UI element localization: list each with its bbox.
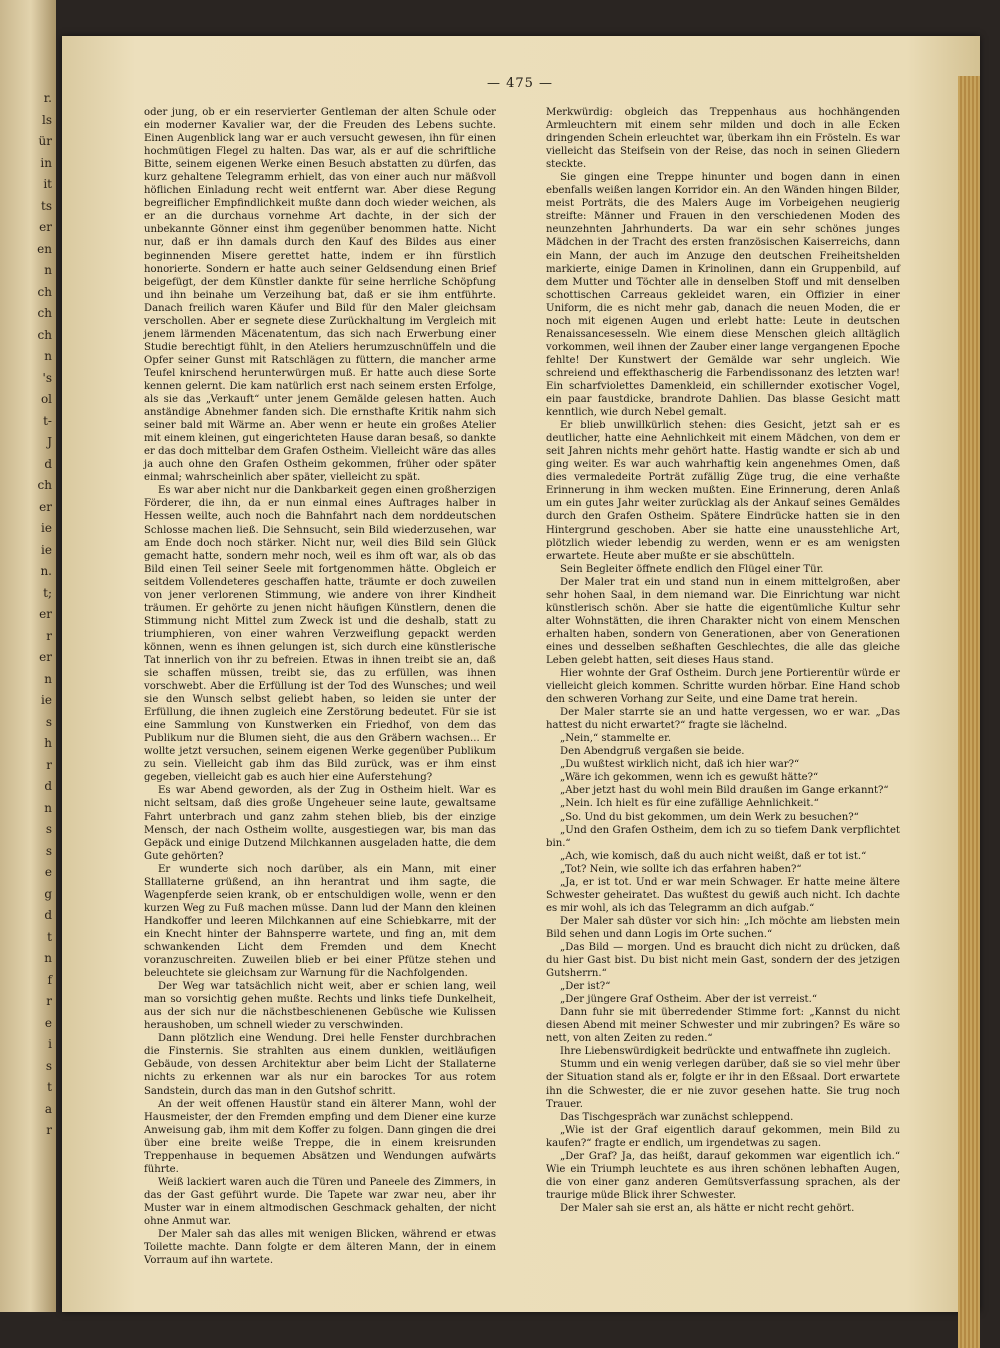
margin-fragment: 's <box>42 370 52 385</box>
margin-fragment: ch <box>37 327 52 342</box>
margin-fragment: h <box>44 736 52 750</box>
paragraph: „Aber jetzt hast du wohl mein Bild draußen im Gange erkannt?“ <box>560 785 889 797</box>
paragraph: „Wäre ich gekommen, wenn ich es gewußt hätte?“ <box>560 772 819 784</box>
paragraph: Er wunderte sich noch darüber, als ein Mann, mit einer Stalllaterne grüßend, an ihn herantrat und ihm sagte, die Wagenpferde seien krank, ob er entschuldigen wolle, wenn er den kurzen Weg zu Fuß machen müsse. Dann lud der Mann den kleinen Handkoffer und leeren Milchkannen auf eine Schiebkarre, mit der ein Knecht hinter der Bahnsperre wartete, und fing an, mit dem schwankenden Licht dem Fremden und dem Knecht voranzuschreiten. Zuweilen blieb er bei einer Pfütze stehen und beleuchtete sie gleichsam zur Warnung für die Nachfolgenden. <box>144 863 496 980</box>
margin-fragment: f <box>47 972 52 987</box>
margin-fragment: s <box>45 1058 52 1073</box>
paragraph: „Du wußtest wirklich nicht, daß ich hier war?“ <box>560 759 800 771</box>
margin-fragment: d <box>44 779 52 793</box>
margin-fragment: ür <box>38 134 52 148</box>
margin-fragment: ch <box>37 284 52 299</box>
paragraph: An der weit offenen Haustür stand ein älterer Mann, wohl der Hausmeister, der den Fremden empfing und dem Diener eine kurze Anweisung gab, ihm mit dem Koffer zu folgen. Dann gingen die drei über eine breite weiße Treppe, die in einem kreisrunden Treppenhause in bequemen Absätzen und Wendungen aufwärts führte. <box>144 1098 496 1175</box>
paragraph: „Nein. Ich hielt es für eine zufällige Aehnlichkeit.“ <box>560 798 819 810</box>
paragraph: Der Maler starrte sie an und hatte vergessen, wo er war. „Das hattest du nicht erwartet?“ fragte sie lächelnd. <box>546 707 900 732</box>
margin-fragment: t <box>47 929 52 944</box>
text-column-right <box>546 106 900 1215</box>
paragraph: „Tot? Nein, wie sollte ich das erfahren haben?“ <box>560 863 802 875</box>
paragraph: Sein Begleiter öffnete endlich den Flügel einer Tür. <box>560 563 824 575</box>
paragraph: Der Maler sah das alles mit wenigen Blicken, während er etwas Toilette machte. Dann folgte er dem älteren Mann, der in einem Vorraum auf ihn wartete. <box>144 1229 496 1267</box>
book-page <box>62 36 980 1312</box>
text-column-left <box>144 106 496 1267</box>
margin-fragment: ie <box>41 521 52 535</box>
margin-fragment: e <box>44 865 52 879</box>
margin-fragment: ls <box>42 112 52 127</box>
paragraph: „Der ist?“ <box>560 981 611 993</box>
page-stack-edge <box>958 76 980 1348</box>
margin-fragment: ch <box>37 478 52 492</box>
margin-fragment: t <box>47 1080 52 1094</box>
facing-page-edge <box>0 0 56 1312</box>
margin-fragment: er <box>39 220 52 234</box>
margin-fragment: er <box>39 499 52 514</box>
paragraph: „Ach, wie komisch, daß du auch nicht weißt, daß er tot ist.“ <box>560 850 867 862</box>
margin-fragment: d <box>44 456 52 471</box>
margin-fragment: J <box>47 435 52 449</box>
margin-fragment: t- <box>43 413 52 428</box>
paragraph: Ihre Liebenswürdigkeit bedrückte und entwaffnete ihn zugleich. <box>560 1046 891 1058</box>
paragraph: „Der jüngere Graf Ostheim. Aber der ist verreist.“ <box>560 994 817 1006</box>
margin-fragment: it <box>43 177 52 191</box>
paragraph: Er blieb unwillkürlich stehen: dies Gesicht, jetzt sah er es deutlicher, hatte eine Aehnlichkeit mit einem Mädchen, von dem er seit Jahren nichts mehr gehört hatte. Hastig wandte er sich ab und ging weiter. Es war auch wahrhaftig kein angenehmes Omen, daß dies vermaledeite Porträt zufällig Züge trug, die eine verhaßte Erinnerung in ihm wecken mußten. Eine Erinnerung, deren Anlaß um ein gutes Jahr weiter zurücklag als der Ankauf seines Gemäldes durch den Grafen Ostheim. Spätere Eindrücke hatten sie in den Hintergrund geschoben. Aber sie hatte eine unausstehliche Art, plötzlich wieder lebendig zu werden, wenn er es am wenigsten erwartete. Heute aber mußte er sie abschütteln. <box>546 420 900 562</box>
margin-fragment: e <box>44 1015 52 1030</box>
margin-fragment: r <box>46 994 52 1008</box>
paragraph: „Ja, er ist tot. Und er war mein Schwager. Er hatte meine ältere Schwester geheiratet. Das wußtest du gewiß auch nicht. Ich dachte es mir wohl, als ich das Telegramm an dich aufgab.“ <box>546 876 900 914</box>
paragraph: Der Maler trat ein und stand nun in einem mittelgroßen, aber sehr hohen Saal, in dem niemand war. Die Einrichtung war nicht künstlerisch schön. Aber sie hatte die eigentümliche Kultur sehr alter Wohnstätten, die ihren Charakter nicht von einem Menschen erhalten haben, sondern von Generationen, aber von Generationen eines und desselben seßhaften Geschlechtes, die alle das gleiche Leben gelebt hatten, seit dieses Haus stand. <box>546 576 900 666</box>
margin-fragment: n <box>44 263 52 277</box>
margin-fragment: n <box>44 349 52 363</box>
margin-fragment: n <box>44 800 52 815</box>
margin-fragment: er <box>39 650 52 664</box>
paragraph: Sie gingen eine Treppe hinunter und bogen dann in einen ebenfalls weißen langen Korridor ein. An den Wänden hingen Bilder, meist Porträts, die des Malers Auge im Vorbeigehen neugierig streifte: Männer und Frauen in den verschiedenen Moden des neunzehnten Jahrhunderts. Da war ein sehr schönes junges Mädchen in der Tracht des ersten französischen Kaiserreichs, dann ein Mann, der auch im Anzuge den deutschen Freiheitshelden markierte, einige Damen in Krinolinen, dann ein Gruppenbild, auf dem Mutter und Töchter alle in denselben Stoff und mit denselben schottischen Carreaus gekleidet waren, ein Offizier in einer Uniform, die es nicht mehr gab, danach die neuen Moden, die er noch mit eigenen Augen und erlebt hatte: Leute in deutschen Renaissancesesseln. Wie einem diese Menschen gleich alltäglich vorkommen, weil ihnen der Zauber einer lange vergangenen Epoche fehlte! Der Kunstwert der Gemälde war sehr ungleich. Wie schreiend und effekthascherig die Farbendissonanz des letzten war! Ein scharfviolettes Damenkleid, ein schillernder exotischer Vogel, ein paar faustdicke, brandrote Dahlien. Das blasse Gesicht matt kenntlich, wie durch Nebel gemalt. <box>546 172 900 419</box>
paragraph: Dann plötzlich eine Wendung. Drei helle Fenster durchbrachen die Finsternis. Sie strahlten aus einem dunklen, weitläufigen Gebäude, von dessen Architektur aber beim Licht der Stallaterne nichts zu erkennen war als nur ein barockes Tor aus rotem Sandstein, durch das man in den Gutshof schritt. <box>144 1033 496 1097</box>
margin-fragment: s <box>45 714 52 729</box>
paragraph: Es war Abend geworden, als der Zug in Ostheim hielt. War es nicht seltsam, daß dies große Ungeheuer seine laute, gewaltsame Fahrt unterbrach und ganz zahm stehen blieb, bis der einzige Mensch, der nach Ostheim wollte, ausgestiegen war, bis man das Gepäck und einige Dutzend Milchkannen ausgeladen hatte, die dem Gute gehörten? <box>144 785 496 862</box>
paragraph: Stumm und ein wenig verlegen darüber, daß sie so viel mehr über der Situation stand als er, folgte er ihr in den Eßsaal. Dort erwartete ihn die Schwester, die er nie zuvor gesehen hatte. Sie trug noch Trauer. <box>546 1059 900 1110</box>
paragraph: Der Maler sah sie erst an, als hätte er nicht recht gehört. <box>560 1202 855 1214</box>
paragraph: Der Maler sah düster vor sich hin: „Ich möchte am liebsten mein Bild sehen und dann Logis im Orte suchen.“ <box>546 915 900 940</box>
margin-fragment: er <box>39 607 52 621</box>
margin-fragment: n <box>44 951 52 965</box>
margin-fragment: r <box>46 1123 52 1137</box>
margin-fragment: i <box>48 1037 52 1051</box>
margin-fragment: t; <box>43 585 52 600</box>
margin-fragment: d <box>44 908 52 922</box>
paragraph: Dann fuhr sie mit überredender Stimme fort: „Kannst du nicht diesen Abend mit meiner Schwester und mir zubringen? Es wäre so nett, von alten Zeiten zu reden.“ <box>546 1007 900 1045</box>
margin-fragment: n. <box>40 564 52 578</box>
paragraph: „So. Und du bist gekommen, um dein Werk zu besuchen?“ <box>560 811 859 823</box>
margin-fragment: r <box>46 757 52 772</box>
paragraph: „Nein,“ stammelte er. <box>560 733 672 745</box>
margin-fragment: ie <box>41 693 52 707</box>
paragraph: Weiß lackiert waren auch die Türen und Paneele des Zimmers, in das der Gast geführt wurde. Die Tapete war zwar neu, aber ihr Muster war in einem altmodischen Geschmack gehalten, der nicht ohne Anmut war. <box>144 1176 496 1227</box>
margin-fragment: n <box>44 671 52 686</box>
margin-fragment: ts <box>41 198 52 213</box>
margin-fragment: en <box>37 241 52 256</box>
margin-fragment: ie <box>41 542 52 557</box>
margin-fragment: s <box>45 843 52 858</box>
paragraph: Das Tischgespräch war zunächst schleppend. <box>560 1111 794 1123</box>
paragraph: „Wie ist der Graf eigentlich darauf gekommen, mein Bild zu kaufen?“ fragte er endlich, um irgendetwas zu sagen. <box>546 1124 900 1149</box>
paragraph: oder jung, ob er ein reservierter Gentleman der alten Schule oder ein moderner Kavalier war, der die Freuden des Lebens suchte. Einen Augenblick lang war er auch versucht gewesen, ihn für einen hochmütigen Flegel zu halten. Das war, als er auf die schriftliche Bitte, seinem eigenen Werke einen Besuch abstatten zu dürfen, das kurz gehaltene Telegramm erhielt, das von einer auch nur mäßvoll höflichen Einladung recht weit entfernt war. Aber diese Regung begreiflicher Empfindlichkeit mußte dann doch wieder weichen, als er an die durchaus vornehme Art dachte, in der sich der unbekannte Gönner einst ihm gegenüber benommen hatte. Nicht nur, daß er ihn damals durch den Kauf des Bildes aus einer beginnenden Misere gerettet hatte, indem er ihn fürstlich honorierte. Sondern er hatte auch seiner Geldsendung einen Brief beigefügt, der dem Künstler dankte für seine herrliche Schöpfung und ihn beinahe um Verzeihung bat, daß er sie ihm entführte. Danach freilich waren Käufer und Bild für den Maler gleichsam verschollen. Aber er segnete diese Zurückhaltung im Vergleich mit jenem lärmenden Mäcenatentum, das sich nach Erwerbung einer Studie berechtigt fühlt, in den Ateliers herumzuschnüffeln und die Opfer seiner Gunst mit Ratschlägen zu füttern, die mancher arme Teufel knirschend herunterwürgen muß. Er hatte auch diese Sorte kennen gelernt. Die kam natürlich erst nach seinem ersten Erfolge, als sie das „Verkauft“ unter jenem Gemälde gelesen hatten. Auch anständige Abnehmer fanden sich. Die ernsthafte Kritik nahm sich seiner bald mit Wärme an. Aber wenn er heute ein großes Atelier mit einem kleinen, gut eingerichteten Hause daran besaß, so dankte er das doch mittelbar dem Grafen Ostheim. Vielleicht wäre das alles ja auch ohne den Grafen Ostheim gekommen, früher oder später einmal; wahrscheinlich aber später, vielleicht zu spät. <box>144 107 496 484</box>
margin-fragment: ol <box>40 392 52 406</box>
margin-fragment: r. <box>43 91 52 105</box>
margin-fragment: g <box>44 886 52 901</box>
margin-fragment: s <box>45 822 52 836</box>
paragraph: „Das Bild — morgen. Und es braucht dich nicht zu drücken, daß du hier Gast bist. Du bist nicht mein Gast, sondern der des jetzigen Gutsherrn.“ <box>546 942 900 980</box>
paragraph: „Und den Grafen Ostheim, dem ich zu so tiefem Dank verpflichtet bin.“ <box>546 824 900 849</box>
paragraph: Der Weg war tatsächlich nicht weit, aber er schien lang, weil man so vorsichtig gehen mußte. Rechts und links tiefe Dunkelheit, aus der sich nur die nächstbeschienenen Gebüsche wie Kulissen heraushoben, um schnell wieder zu verschwinden. <box>144 981 496 1032</box>
margin-fragment: ch <box>37 306 52 320</box>
margin-fragment: r <box>46 628 52 643</box>
margin-fragment: a <box>44 1101 52 1116</box>
paragraph: Den Abendgruß vergaßen sie beide. <box>560 746 745 758</box>
paragraph: Merkwürdig: obgleich das Treppenhaus aus hochhängenden Armleuchtern mit einem sehr milden und doch in alle Ecken dringenden Schein erleuchtet war, überkam ihn ein Frösteln. Es war vielleicht das Steifsein von der Reise, das noch in seinen Gliedern steckte. <box>546 107 900 171</box>
paragraph: Es war aber nicht nur die Dankbarkeit gegen einen großherzigen Förderer, die ihn, da er nun einmal eines Auftrages halber in Hessen weilte, auch noch die Bahnfahrt nach dem norddeutschen Schlosse machen ließ. Die Sehnsucht, sein Bild wiederzusehen, war am Ende doch noch stärker. Nicht nur, weil dies Bild sein Glück gemacht hatte, sondern mehr noch, weil es ihm oft war, als ob das Bild einen Teil seiner Seele mit fortgenommen hätte. Obgleich er seitdem Vollendeteres geschaffen hatte, träumte er doch zuweilen von jener verlorenen Stimmung, wie andere von ihrer Kindheit träumen. Er gehörte zu jenen nicht häufigen Künstlern, denen die Stimmung nicht Mittel zum Zweck ist und die deshalb, statt zu triumphieren, von einer wahren Verzweiflung gepackt werden können, wenn es ihnen gelungen ist, sich durch eine künstlerische Tat innerlich von ihr zu befreien. Etwas in ihnen treibt sie an, daß sie schaffen müssen, treibt sie, das zu erfüllen, was ihnen vorschwebt. Aber die Erfüllung ist der Tod des Wunsches; und weil sie den Wunsch selbst geliebt haben, so leiden sie unter der Erfüllung, die ihnen zugleich eine Zerstörung bedeutet. Für sie ist eine Sammlung von Kunstwerken ein Friedhof, von dem das Publikum nur die Blumen sieht, die aus den Gräbern wachsen... Er wollte jetzt versuchen, seinem eigenen Werke gegenüber Publikum zu sein. Vielleicht gab ihm das Bild zurück, was er ihm einst gegeben, vielleicht gab es auch hier eine Auferstehung? <box>144 485 496 784</box>
margin-fragment: in <box>40 155 52 170</box>
page-number: — 475 — <box>486 76 554 91</box>
paragraph: Hier wohnte der Graf Ostheim. Durch jene Portierentür würde er vielleicht gleich kommen. Schritte wurden hörbar. Eine Hand schob den schweren Vorhang zur Seite, und eine Dame trat herein. <box>546 668 900 706</box>
paragraph: „Der Graf? Ja, das heißt, darauf gekommen war eigentlich ich.“ Wie ein Triumph leuchtete es aus ihren schönen lebhaften Augen, die von einer ganz anderen Gemütsverfassung sprachen, als der traurige müde Blick ihrer Schwester. <box>546 1150 900 1201</box>
